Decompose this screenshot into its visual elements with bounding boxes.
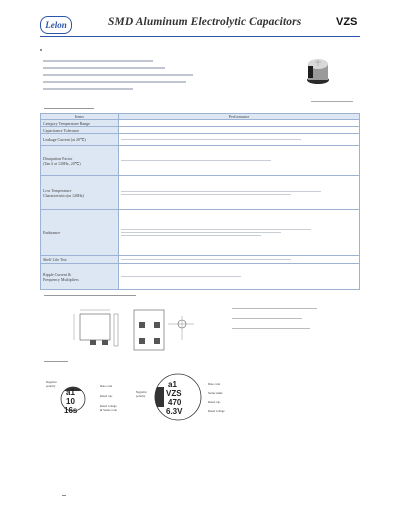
spec-item: Endurance <box>41 210 119 256</box>
small-capacitor-marking <box>46 380 126 420</box>
marking-label: Negative <box>46 380 57 384</box>
spec-item-line: (Tan δ at 120Hz, 20℃) <box>43 160 81 166</box>
marking-label: Series name <box>208 391 223 395</box>
marking-label: Negative <box>136 390 147 394</box>
marking-label: polarity <box>136 394 146 398</box>
marking-label: Rated voltage <box>100 404 117 408</box>
spec-item-line: Characteristics(at 120Hz) <box>43 192 84 198</box>
spec-performance <box>119 264 360 290</box>
spec-performance <box>119 146 360 176</box>
large-capacitor-marking <box>136 372 246 424</box>
page-title: SMD Aluminum Electrolytic Capacitors <box>108 16 302 28</box>
marking-rated-cap: 470 <box>168 398 182 407</box>
marking-label: & Series code <box>100 408 117 412</box>
column-header-items: Items <box>41 114 119 120</box>
spec-item: Category Temperature Range <box>41 120 119 127</box>
spec-item-line: Low Temperature <box>43 187 72 193</box>
marking-rated-voltage: 6.3V <box>166 407 183 416</box>
spec-item <box>41 264 119 290</box>
dimension-note-line <box>232 328 310 329</box>
spec-item-line: Frequency Multipliers <box>43 276 79 282</box>
dimensions-heading-line <box>44 295 136 296</box>
feature-line <box>43 74 193 76</box>
page-number-mark <box>62 495 66 496</box>
marking-rated-voltage: 16s <box>64 406 78 415</box>
marking-label: Date code <box>208 382 221 386</box>
feature-line <box>43 88 133 90</box>
spec-item <box>41 146 119 176</box>
spec-performance <box>119 127 360 134</box>
dimension-note-line <box>232 308 317 309</box>
marking-date-code: a1 <box>66 388 75 397</box>
column-header-performance: Performance <box>119 114 360 120</box>
marking-label: Rated cap. <box>208 400 221 404</box>
spec-performance <box>119 256 360 264</box>
header-rule <box>40 36 360 37</box>
spec-item <box>41 176 119 210</box>
spec-item-line: Ripple Current & <box>43 271 71 277</box>
spec-performance <box>119 210 360 256</box>
feature-line <box>43 67 165 69</box>
spec-item: Shelf Life Test <box>41 256 119 264</box>
dimension-drawing <box>68 300 218 358</box>
spec-item: Capacitance Tolerance <box>41 127 119 134</box>
marking-rated-cap: 10 <box>66 397 75 406</box>
marking-label: polarity <box>46 384 56 388</box>
dimension-note-line <box>232 318 302 319</box>
specifications-heading-line <box>44 108 94 109</box>
marking-label: Rated cap. <box>100 394 113 398</box>
spec-performance <box>119 134 360 146</box>
feature-line <box>43 60 153 62</box>
feature-bullet <box>40 49 42 51</box>
lelon-logo: Lelon <box>40 16 72 34</box>
marking-date-code: a1 <box>168 380 177 389</box>
specifications-table <box>40 113 360 290</box>
capacitor-photo <box>306 58 330 84</box>
photo-caption-line <box>311 101 353 102</box>
marking-label: Rated voltage <box>208 409 225 413</box>
spec-item-line: Dissipation Factor <box>43 155 73 161</box>
marking-label: Date code <box>100 384 113 388</box>
spec-performance <box>119 176 360 210</box>
spec-item: Leakage Current (at 20℃) <box>41 134 119 146</box>
feature-line <box>43 81 186 83</box>
marking-heading-line <box>44 361 68 362</box>
marking-series-name: VZS <box>166 389 182 398</box>
spec-performance <box>119 120 360 127</box>
series-code: VZS <box>336 16 358 28</box>
